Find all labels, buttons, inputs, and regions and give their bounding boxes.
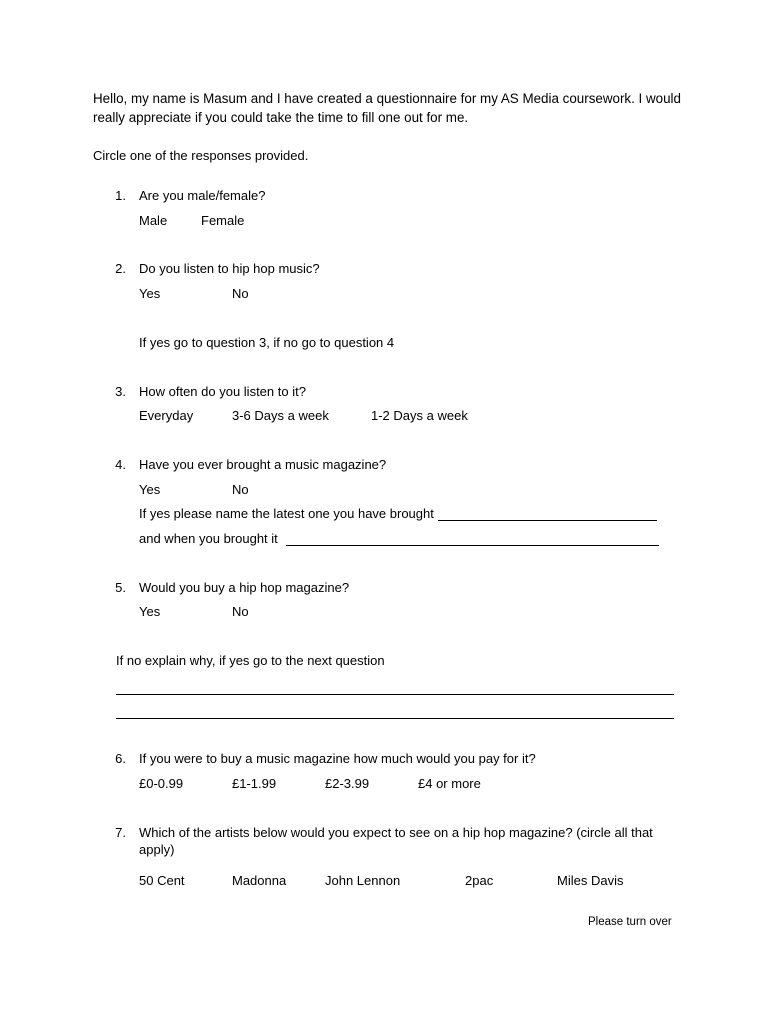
question-1-option-male[interactable]: Male	[139, 213, 168, 228]
question-2-option-no[interactable]: No	[232, 286, 249, 301]
question-4-number: 4.	[115, 457, 126, 472]
question-4-answer-line-1[interactable]	[438, 520, 657, 521]
question-5-number: 5.	[115, 580, 126, 595]
question-1-number: 1.	[115, 188, 126, 203]
question-7-option-john-lennon[interactable]: John Lennon	[325, 873, 401, 888]
question-4-text: Have you ever brought a music magazine?	[139, 457, 387, 472]
question-4-follow-up-label-2: and when you brought it	[139, 531, 278, 546]
question-6-number: 6.	[115, 751, 126, 766]
question-3-number: 3.	[115, 384, 126, 399]
question-4-option-yes[interactable]: Yes	[139, 482, 161, 497]
question-6-option-4-or-more[interactable]: £4 or more	[418, 776, 481, 791]
question-2-note: If yes go to question 3, if no go to question 4	[139, 335, 395, 350]
question-5-answer-line-2[interactable]	[116, 718, 674, 719]
question-5-option-no[interactable]: No	[232, 604, 249, 619]
intro-paragraph: Hello, my name is Masum and I have created a questionnaire for my AS Media coursework. I would really appreciate if you could take the time to fill one out for me.	[93, 91, 681, 125]
question-3-option-3-6-days[interactable]: 3-6 Days a week	[232, 408, 329, 423]
question-6-option-2-3.99[interactable]: £2-3.99	[325, 776, 370, 791]
question-5-option-yes[interactable]: Yes	[139, 604, 161, 619]
question-7-option-50-cent[interactable]: 50 Cent	[139, 873, 185, 888]
question-7-option-madonna[interactable]: Madonna	[232, 873, 287, 888]
question-6-option-0-0.99[interactable]: £0-0.99	[139, 776, 184, 791]
question-5-answer-line-1[interactable]	[116, 694, 674, 695]
instruction-text: Circle one of the responses provided.	[93, 148, 309, 163]
question-6-text: If you were to buy a music magazine how much would you pay for it?	[139, 751, 536, 766]
question-4-follow-up-label-1: If yes please name the latest one you have brought	[139, 506, 434, 521]
question-2-option-yes[interactable]: Yes	[139, 286, 161, 301]
question-5-note: If no explain why, if yes go to the next question	[116, 653, 385, 668]
question-4-answer-line-2[interactable]	[286, 545, 659, 546]
question-7-text: Which of the artists below would you expect to see on a hip hop magazine? (circle all that	[139, 825, 653, 840]
question-5-text: Would you buy a hip hop magazine?	[139, 580, 350, 595]
question-7-option-2pac[interactable]: 2pac	[465, 873, 494, 888]
question-7-number: 7.	[115, 825, 126, 840]
question-2-number: 2.	[115, 261, 126, 276]
question-3-text: How often do you listen to it?	[139, 384, 306, 399]
question-3-option-1-2-days[interactable]: 1-2 Days a week	[371, 408, 468, 423]
question-3-option-everyday[interactable]: Everyday	[139, 408, 194, 423]
question-7-text-continued: apply)	[139, 842, 175, 857]
question-6-option-1-1.99[interactable]: £1-1.99	[232, 776, 277, 791]
question-1-option-female[interactable]: Female	[201, 213, 245, 228]
question-7-option-miles-davis[interactable]: Miles Davis	[557, 873, 624, 888]
question-1-text: Are you male/female?	[139, 188, 266, 203]
question-4-option-no[interactable]: No	[232, 482, 249, 497]
question-2-text: Do you listen to hip hop music?	[139, 261, 320, 276]
footer-turn-over: Please turn over	[588, 916, 672, 928]
